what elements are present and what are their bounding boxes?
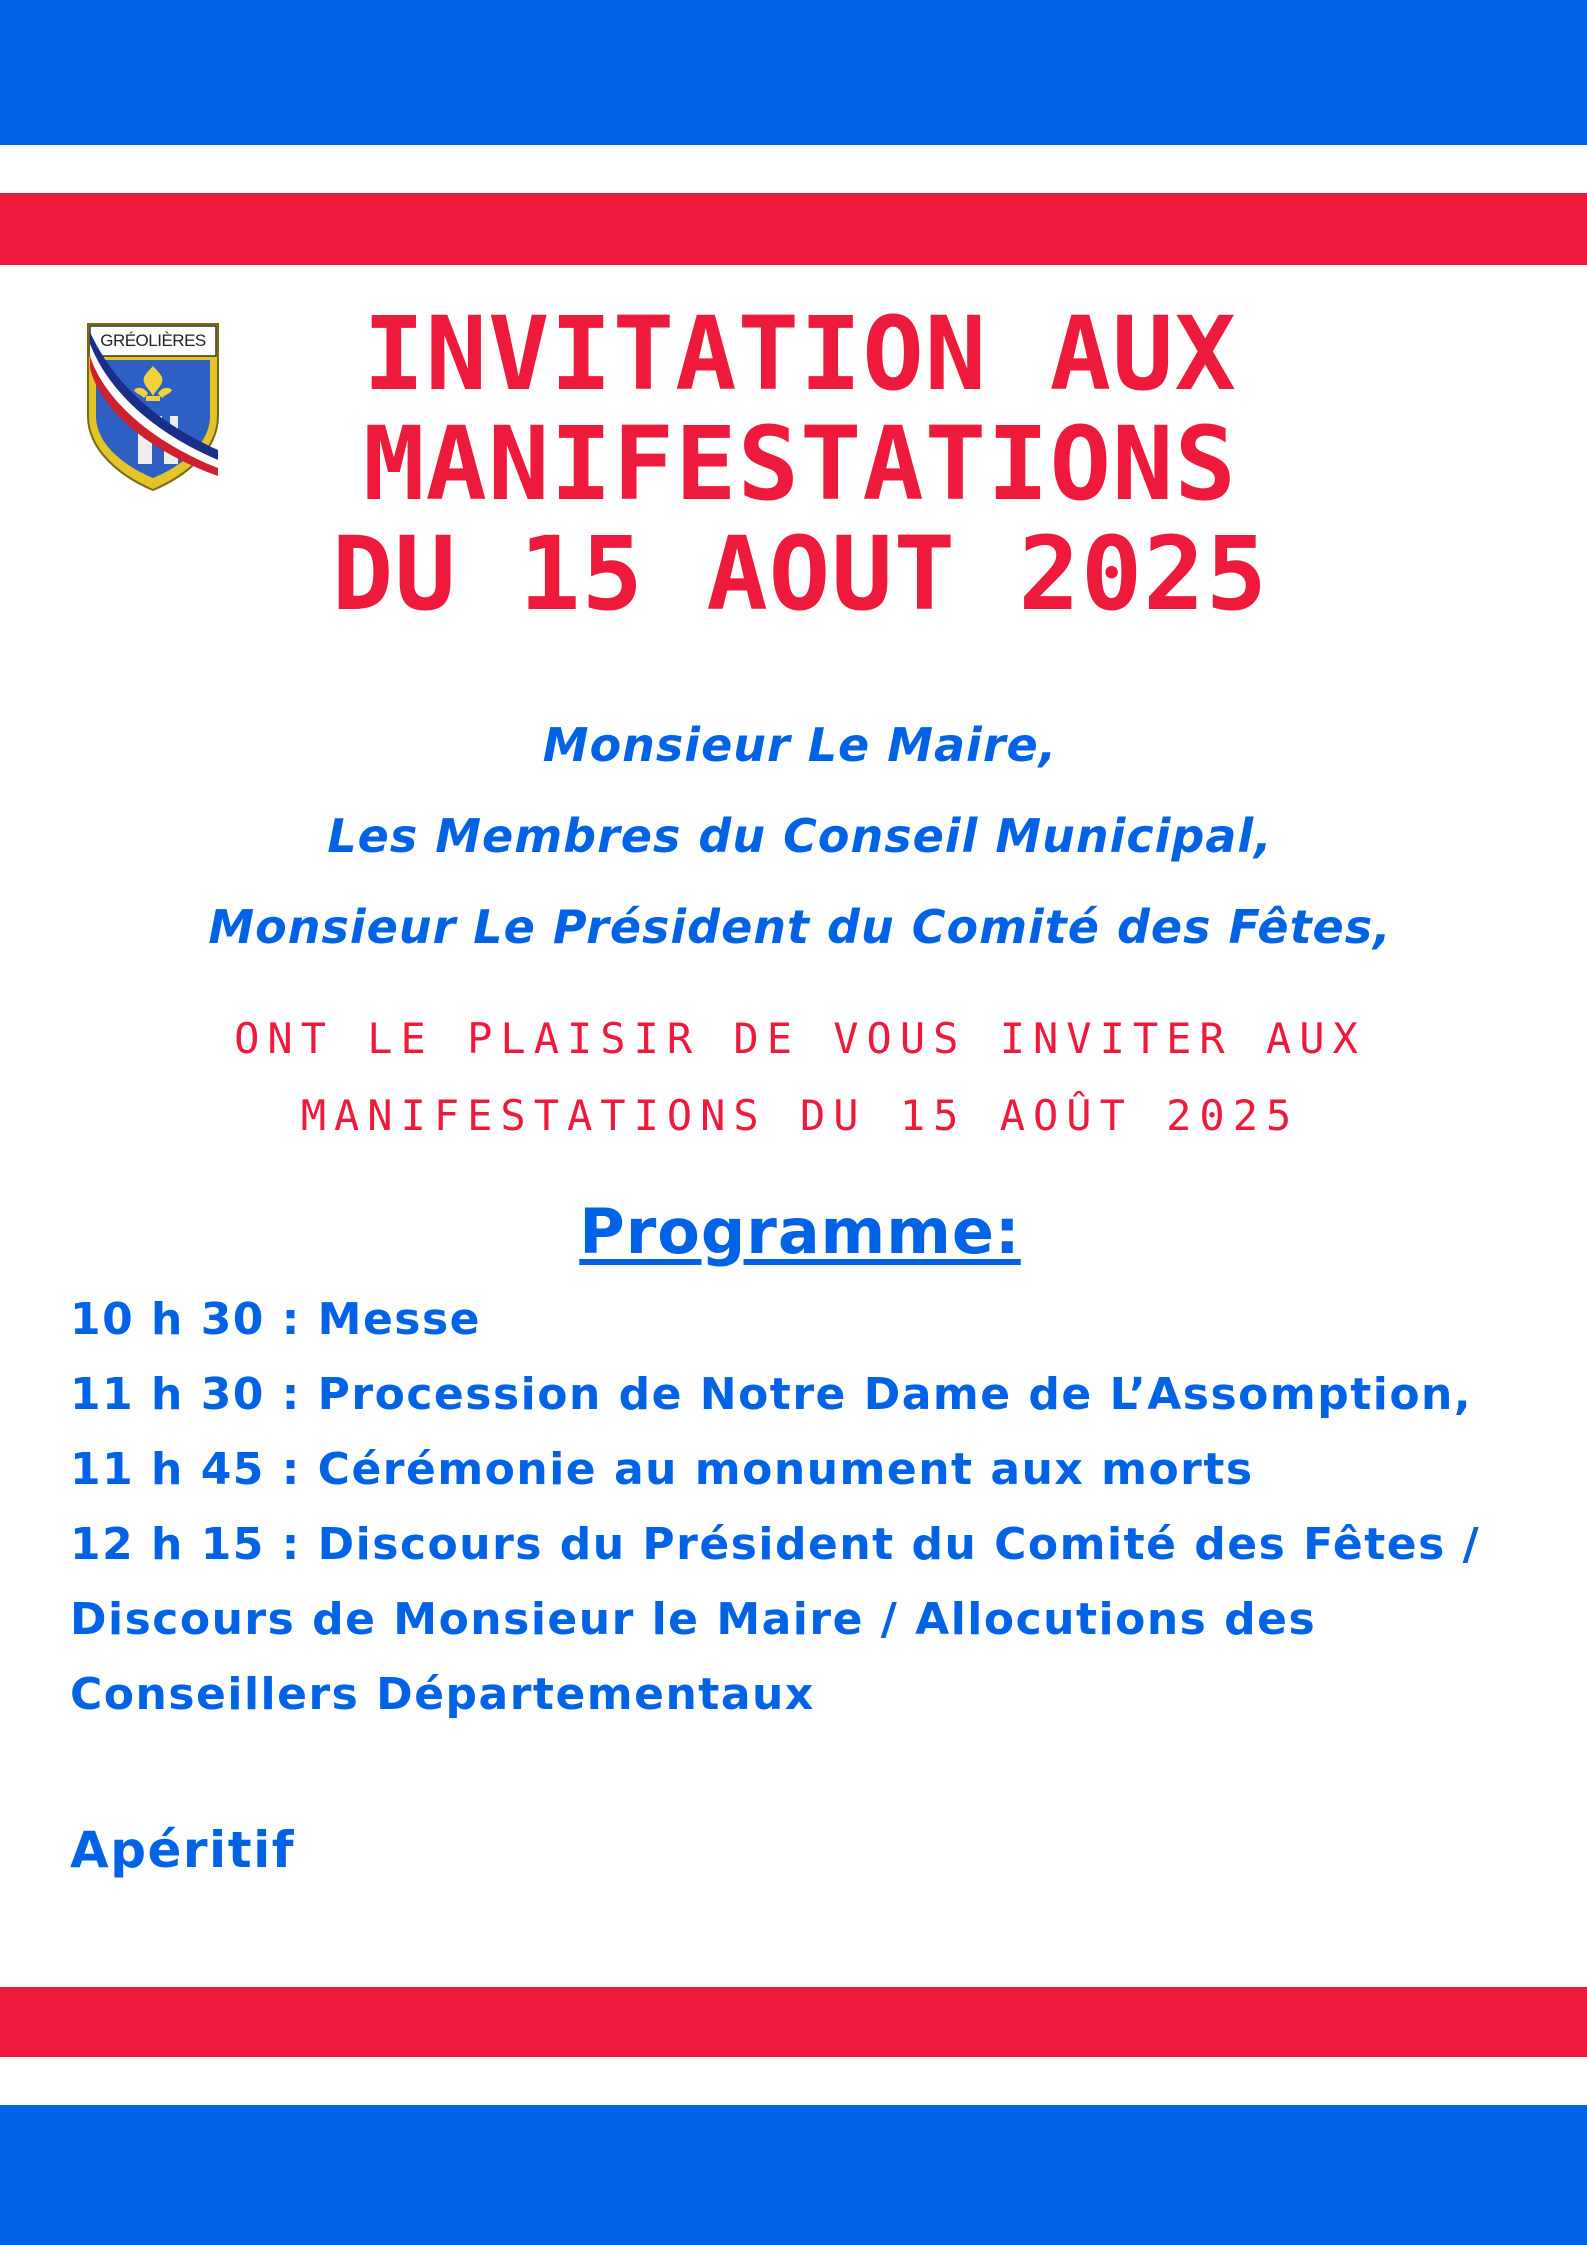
invitation-line-2: MANIFESTATIONS DU 15 AOÛT 2025 [300,1091,1300,1140]
host-line: Monsieur Le Président du Comité des Fêtes, [208,900,1392,954]
programme-item: 11 h 30 : Procession de Notre Dame de L’Assomption, [70,1369,1473,1420]
aperitif-item: Apéritif [70,1821,295,1879]
crest-label: GRÉOLIÈRES [100,331,206,350]
programme-item: Conseillers Départementaux [70,1669,815,1720]
bottom-blue-band [0,2105,1587,2245]
programme-item: Discours de Monsieur le Maire / Allocutions des [70,1594,1317,1645]
coat-of-arms-icon [82,320,224,492]
page-title [230,295,1370,634]
invitation-line-1: ONT LE PLAISIR DE VOUS INVITER AUX [234,1014,1366,1063]
invitation-text [120,1000,1480,1154]
host-line: Les Membres du Conseil Municipal, [327,809,1273,863]
title-line-2: MANIFESTATIONS [363,405,1237,524]
hosts-block [80,700,1520,973]
programme-item: 11 h 45 : Cérémonie au monument aux morts [70,1444,1254,1495]
top-red-band [0,193,1587,265]
programme-item: 12 h 15 : Discours du Président du Comité des Fêtes / [70,1519,1481,1570]
top-blue-band [0,0,1587,145]
programme-heading: Programme: [579,1195,1021,1268]
title-line-1: INVITATION AUX [363,295,1237,414]
bottom-red-band [0,1987,1587,2057]
programme-list [70,1282,1550,1732]
title-line-3: DU 15 AOUT 2025 [331,515,1269,634]
programme-item: 10 h 30 : Messe [70,1294,482,1345]
host-line: Monsieur Le Maire, [542,718,1058,772]
